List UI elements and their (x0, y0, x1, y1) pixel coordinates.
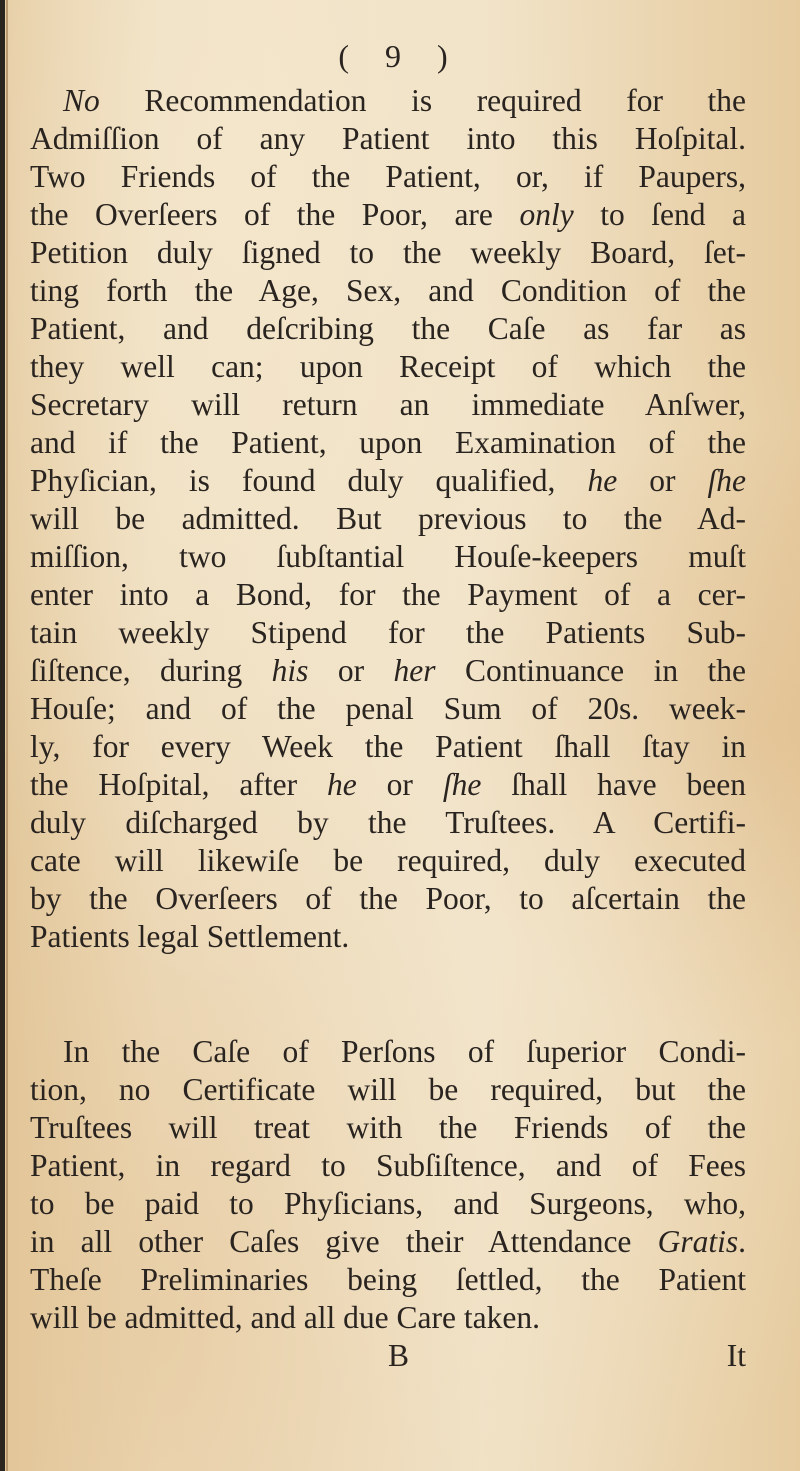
text-line: Phyſician, is found duly qualified, he or ſhe (30, 463, 746, 498)
text-line: Patients legal Settlement. (30, 919, 350, 954)
text-line: tain weekly Stipend for the Patients Sub- (30, 615, 746, 650)
paragraph-superior-condition (30, 1033, 746, 1337)
text-line: Patient, in regard to Subſiſtence, and of Fees (30, 1148, 746, 1183)
text-line: ly, for every Week the Patient ſhall ſtay in (30, 729, 746, 764)
text-line: Petition duly ſigned to the weekly Board, ſet- (30, 235, 746, 270)
text-line: In the Caſe of Perſons of ſuperior Condi- (63, 1034, 746, 1069)
text-line: Truſtees will treat with the Friends of the (30, 1110, 746, 1145)
text-line: ſiſtence, during his or her Continuance in the (30, 653, 746, 688)
text-line: to be paid to Phyſicians, and Surgeons, who, (30, 1186, 746, 1221)
text-line: the Hoſpital, after he or ſhe ſhall have been (30, 767, 746, 802)
text-line: they well can; upon Receipt of which the (30, 349, 746, 384)
italic-word: ſhe (707, 463, 746, 498)
page-gutter-line (6, 0, 8, 1471)
text-line: enter into a Bond, for the Payment of a cer- (30, 577, 746, 612)
text-line: will be admitted. But previous to the Ad- (30, 501, 746, 536)
text-line: duly diſcharged by the Truſtees. A Certifi- (30, 805, 746, 840)
page-number: ( 9 ) (338, 38, 462, 74)
text-line: cate will likewiſe be required, duly executed (30, 843, 746, 878)
text-line: Houſe; and of the penal Sum of 20s. week- (30, 691, 746, 726)
text-line: Two Friends of the Patient, or, if Paupers, (30, 159, 746, 194)
italic-word: only (519, 197, 574, 232)
text-line: Patient, and deſcribing the Caſe as far as (30, 311, 746, 346)
italic-word: her (393, 653, 436, 688)
text-line: tion, no Certificate will be required, but the (30, 1072, 746, 1107)
text-line: will be admitted, and all due Care taken. (30, 1300, 540, 1335)
italic-word: he (327, 767, 357, 802)
text-line: No Recommendation is required for the (63, 83, 746, 118)
text-line: Secretary will return an immediate Anſwer, (30, 387, 746, 422)
text-line: ting forth the Age, Sex, and Condition of the (30, 273, 746, 308)
italic-word: ſhe (442, 767, 482, 802)
page-footer (30, 1338, 746, 1376)
text-line: and if the Patient, upon Examination of the (30, 425, 746, 460)
text-line: Admiſſion of any Patient into this Hoſpital. (30, 121, 746, 156)
italic-word: Gratis (657, 1224, 739, 1259)
catchword: It (726, 1338, 746, 1373)
italic-word: he (587, 463, 618, 498)
book-binding-edge (0, 0, 5, 1471)
italic-word: his (271, 653, 309, 688)
text-line: by the Overſeers of the Poor, to aſcertain the (30, 881, 746, 916)
signature-mark: B (388, 1338, 410, 1373)
text-line: Theſe Preliminaries being ſettled, the Patient (30, 1262, 746, 1297)
paragraph-admission-procedure (30, 82, 746, 956)
text-line: miſſion, two ſubſtantial Houſe-keepers muſt (30, 539, 746, 574)
italic-word: No (63, 83, 100, 118)
text-line: in all other Caſes give their Attendance Gratis. (30, 1224, 746, 1259)
text-line: the Overſeers of the Poor, are only to ſend a (30, 197, 746, 232)
